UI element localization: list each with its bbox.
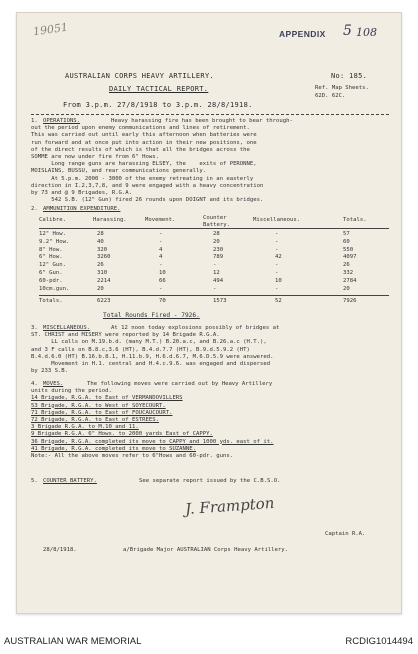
cell-counter-battery: - <box>213 285 217 292</box>
signatory-appointment: a/Brigade Major AUSTRALIAN Corps Heavy Artillery. <box>123 547 289 553</box>
total-label: Totals. <box>39 298 63 304</box>
cell-counter-battery: 28 <box>213 231 220 237</box>
move-item: 3 Brigade R.G.A. to M.10 and 11. <box>31 424 139 431</box>
section-1-number: 1. <box>31 118 38 124</box>
counter-battery-text: See separate report issued by the C.B.S.O. <box>139 478 281 484</box>
cell-harassing: 26 <box>97 262 104 269</box>
map-ref: Ref. Map Sheets. <box>315 85 369 91</box>
cell-calibre: 6" Gun. <box>39 270 63 276</box>
cell-miscellaneous: - <box>275 238 279 245</box>
cell-harassing: 320 <box>97 246 108 253</box>
operations-line: This was carried out until early this afternoon when batteries were <box>31 132 257 139</box>
cell-counter-battery: 789 <box>213 254 224 261</box>
cell-calibre: 12" Gun. <box>39 262 66 269</box>
section-5-number: 5. <box>31 478 38 484</box>
cell-calibre: 10cm.gun. <box>39 285 70 292</box>
cell-counter-battery: 20 <box>213 238 220 245</box>
move-item: 72 Brigade, R.G.A. to East of ESTREES. <box>31 417 159 424</box>
miscellaneous-line: and 3 F calls on B.8.c,3.6 (HT), B.4.d.7.7 (HT), B.9.d.5.9.2 (HT) <box>31 346 250 353</box>
section-3-number: 3. <box>31 325 38 331</box>
cell-movement: 4 <box>159 246 163 253</box>
table-row <box>17 254 401 261</box>
cell-miscellaneous: 42 <box>275 254 282 261</box>
cell-miscellaneous: 10 <box>275 277 282 284</box>
total-counter-battery: 1573 <box>213 298 227 304</box>
cell-miscellaneous: - <box>275 262 279 269</box>
table-row <box>17 231 401 238</box>
table-header-rule <box>39 228 389 229</box>
cell-calibre: 6" How. <box>39 254 63 261</box>
move-item: 71 Brigade, R.G.A. to East of FOUCAUCOURT. <box>31 409 173 416</box>
column-header: Calibre. <box>39 217 66 223</box>
cell-harassing: 3260 <box>97 254 111 261</box>
operations-line: MOISLAINS, BUSSU, and rear communications generally. <box>31 168 207 175</box>
operations-line: At 5.p.m. 2000 - 3000 of the enemy retreating in an easterly <box>31 175 254 182</box>
total-movement: 70 <box>159 298 166 304</box>
appendix-stamp: APPENDIX <box>279 29 326 39</box>
operations-line: direction in I.2,3,7,8, and 9 were engaged with a heavy concentration <box>31 182 264 189</box>
table-row <box>17 239 401 246</box>
cell-movement: - <box>159 231 163 237</box>
section-2-number: 2. <box>31 206 38 212</box>
cell-total: 550 <box>343 246 354 253</box>
cell-harassing: 310 <box>97 270 108 276</box>
miscellaneous-line: by 233 S.B. <box>31 368 69 375</box>
cell-miscellaneous: - <box>275 270 279 276</box>
ammunition-table <box>17 13 401 613</box>
cell-movement: 10 <box>159 270 166 276</box>
moves-intro-line: The following moves were carried out by Heavy Artillery <box>87 381 273 387</box>
archive-name: AUSTRALIAN WAR MEMORIAL <box>4 636 142 647</box>
cell-total: 20 <box>343 285 350 292</box>
archive-footer <box>0 628 418 654</box>
operations-line: SOMME are now under fire from 6" Hows. <box>31 154 159 161</box>
miscellaneous-text <box>31 325 279 375</box>
appendix-number: 5 <box>343 23 352 39</box>
column-header: Movement. <box>145 217 176 223</box>
cell-miscellaneous: - <box>275 285 279 292</box>
operations-line: 542 S.B. (12" Gun) fired 26 rounds upon DOIGNT and its bridges. <box>31 197 264 204</box>
total-rounds-fired: Total Rounds Fired - 7926. <box>103 312 200 319</box>
move-item: 36 Brigade, R.G.A. completed its move to CAPPY and 1000 yds. east of it. <box>31 438 274 445</box>
cell-movement: 4 <box>159 254 163 261</box>
cell-calibre: 8" How. <box>39 246 63 253</box>
cell-movement: - <box>159 285 163 292</box>
document-page <box>16 12 402 614</box>
miscellaneous-heading: MISCELLANEOUS. <box>43 325 91 331</box>
column-header: Totals. <box>343 217 367 223</box>
cell-counter-battery: 494 <box>213 277 224 284</box>
operations-line: Long range guns are harassing ELSEY, the exits of PERONNE, <box>31 161 257 168</box>
section-4-number: 4. <box>31 381 38 387</box>
ammunition-heading: AMMUNITION EXPENDITURE. <box>43 206 121 212</box>
cell-counter-battery: 230 <box>213 246 224 253</box>
cell-harassing: 2214 <box>97 277 111 284</box>
cell-calibre: 60-pdr. <box>39 277 63 284</box>
table-total-row <box>17 298 401 305</box>
pencil-note: 19051 <box>32 20 69 39</box>
move-item: 53 Brigade, R.G.A. to West of SOYECOURT. <box>31 402 166 409</box>
cell-total: 60 <box>343 238 350 245</box>
table-row <box>17 262 401 269</box>
move-item: 41 Brigade, R.G.A. completed its move to SUZANNE. <box>31 445 197 452</box>
cell-movement: - <box>159 262 163 269</box>
operations-line: by 73 and @ 9 Brigades, R.G.A. <box>31 190 133 197</box>
cell-total: 332 <box>343 270 354 276</box>
miscellaneous-line: Movement in H.1. central and H.4.c.9.6. was engaged and dispersed <box>31 361 271 368</box>
table-row <box>17 286 401 293</box>
miscellaneous-line: B.4.d.6.0 (HT) B.16.b.8.1, H.11.b.9, H.6.d.6.7, M.6.D.5.9 were answered. <box>31 353 274 360</box>
total-harassing: 6223 <box>97 298 111 304</box>
table-row <box>17 278 401 285</box>
column-header: Counter Battery. <box>203 215 230 228</box>
operations-heading: OPERATIONS. <box>43 118 81 124</box>
cell-counter-battery: 12 <box>213 270 220 276</box>
appendix-sheet: 108 <box>356 26 377 39</box>
report-number: No: 185. <box>331 72 368 80</box>
cell-counter-battery: - <box>213 262 217 269</box>
total-miscellaneous: 52 <box>275 298 282 304</box>
cell-miscellaneous: - <box>275 246 279 253</box>
cell-harassing: 40 <box>97 238 104 245</box>
cell-miscellaneous: - <box>275 231 279 237</box>
cell-total: 2784 <box>343 277 357 284</box>
cell-movement: 66 <box>159 277 166 284</box>
miscellaneous-line: ST. CHRIST and MISERY were reported by 14 Brigade R.G.A. <box>31 332 220 339</box>
moves-list <box>31 395 273 453</box>
table-row <box>17 247 401 254</box>
unit-title: AUSTRALIAN CORPS HEAVY ARTILLERY. <box>65 72 214 80</box>
move-item: 9 Brigade R.G.A. 6" Hows. to 2000 yards East of CAPPY. <box>31 431 213 438</box>
cell-calibre: 9.2" How. <box>39 238 70 245</box>
cell-harassing: 20 <box>97 285 104 292</box>
moves-text <box>31 381 273 460</box>
operations-line: of the direct results of which is that all the bridges across the <box>31 146 250 153</box>
cell-movement: - <box>159 238 163 245</box>
total-all: 7926 <box>343 298 357 304</box>
moves-note: Note:- All the above moves refer to 6"Hows and 60-pdr. guns. <box>31 453 234 460</box>
miscellaneous-line: LL calls on M.19.b.d. (many M.T.) B.20.a.c, and B.26.a.c (H.T.), <box>31 339 267 346</box>
cell-total: 4097 <box>343 254 357 261</box>
report-date: 28/8/1918. <box>43 547 77 553</box>
report-period: From 3.p.m. 27/8/1918 to 3.p.m. 28/8/1918. <box>63 101 253 109</box>
move-item: 14 Brigade, R.G.A. to East of VERMANDOVILLERS <box>31 395 183 402</box>
operations-line: out the period upon enemy communications and lines of retirement. <box>31 125 250 132</box>
moves-heading: MOVES. <box>43 381 64 387</box>
table-header-row <box>17 215 401 228</box>
cell-harassing: 28 <box>97 231 104 237</box>
moves-intro-line: units during the period. <box>31 388 112 395</box>
table-total-rule <box>39 295 389 296</box>
map-sheets: 62D. 62C. <box>315 93 346 99</box>
handwritten-signature: J. Frampton <box>184 493 275 519</box>
report-title: DAILY TACTICAL REPORT. <box>109 85 209 93</box>
cell-calibre: 12" How. <box>39 231 66 237</box>
miscellaneous-line: At 12 noon today explosions possibly of bridges at <box>111 325 280 331</box>
archive-reference: RCDIG1014494 <box>345 636 413 647</box>
counter-battery-heading: COUNTER BATTERY. <box>43 478 97 484</box>
operations-line: Heavy harassing fire has been brought to bear through- <box>111 118 293 124</box>
cell-total: 57 <box>343 231 350 237</box>
cell-total: 26 <box>343 262 350 269</box>
signatory-rank: Captain R.A. <box>325 531 366 537</box>
table-row <box>17 270 401 277</box>
operations-line: run forward and at once put into action in their new positions, one <box>31 139 257 146</box>
column-header: Harassing. <box>93 217 127 223</box>
column-header: Miscellaneous. <box>253 217 301 223</box>
